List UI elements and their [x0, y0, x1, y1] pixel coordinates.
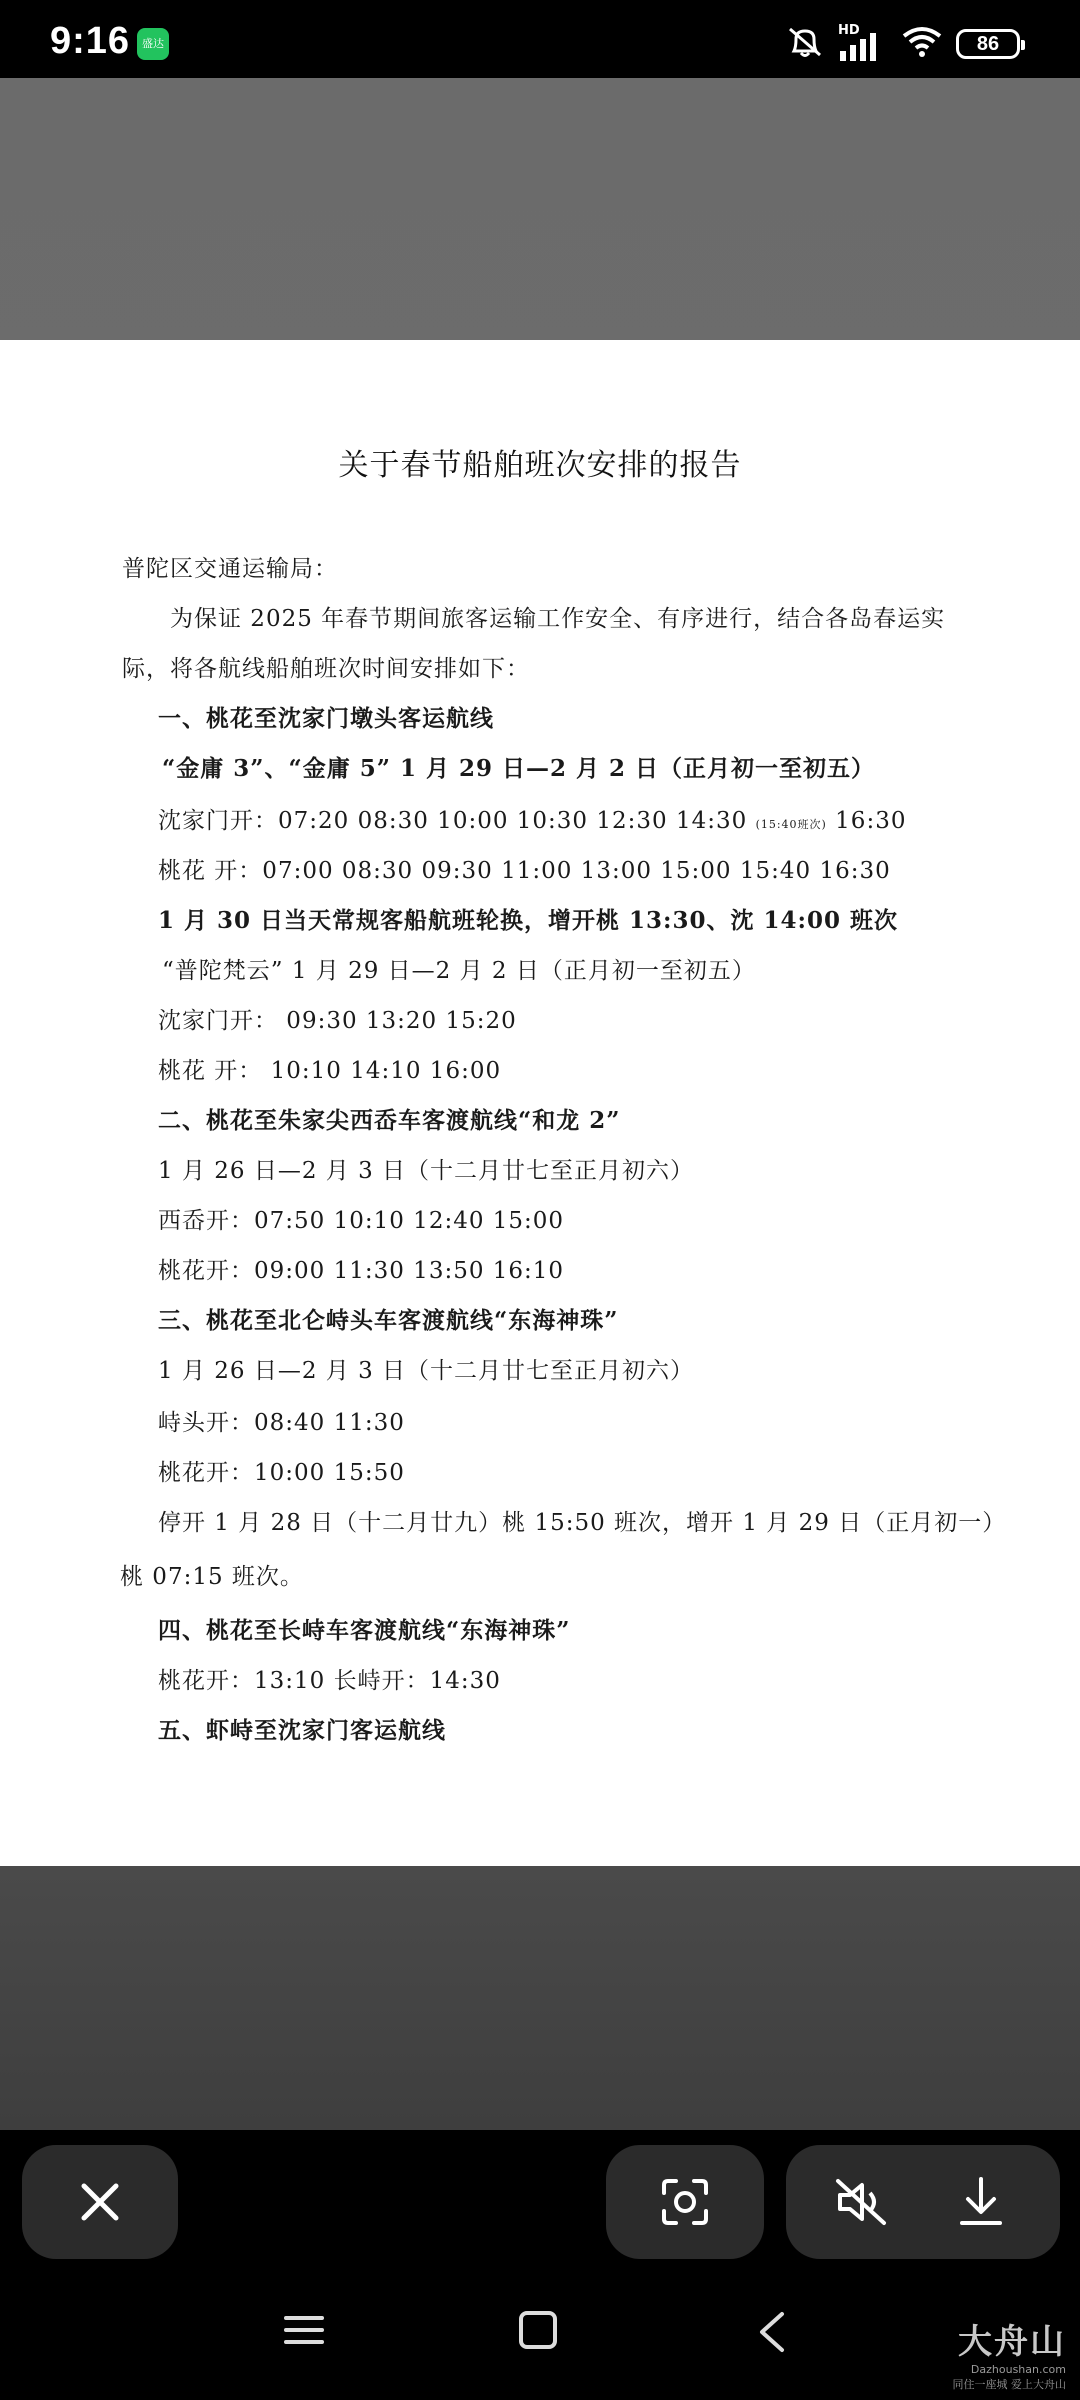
- schedule-times: 沈家门开：07:20 08:30 10:00 10:30 12:30 14:30: [158, 808, 748, 834]
- schedule-row: 桃花 开： 10:10 14:10 16:00: [158, 1058, 502, 1084]
- scan-button[interactable]: [606, 2145, 764, 2259]
- section-heading: 一、桃花至沈家门墩头客运航线: [158, 705, 494, 732]
- home-button[interactable]: [518, 2310, 558, 2354]
- section-heading: 三、桃花至北仑峙头车客渡航线“东海神珠”: [158, 1307, 619, 1334]
- image-viewer[interactable]: [0, 78, 1080, 2130]
- document-title: 关于春节船舶班次安排的报告: [338, 448, 742, 483]
- watermark-slogan: 同住一座城 爱上大舟山: [952, 2378, 1066, 2391]
- download-button[interactable]: [958, 2175, 1004, 2227]
- schedule-subheading: “普陀梵云” 1 月 29 日—2 月 2 日（正月初一至初五）: [162, 958, 756, 984]
- status-icons: [786, 23, 1020, 62]
- schedule-row: 桃花开：09:00 11:30 13:50 16:10: [158, 1258, 565, 1284]
- home-square-icon: [518, 2310, 558, 2350]
- schedule-note-bold: 1 月 30 日当天常规客船航班轮换，增开桃 13:30、沈 14:00 班次: [158, 907, 899, 934]
- section-heading: 四、桃花至长峙车客渡航线“东海神珠”: [158, 1617, 571, 1644]
- status-bar: [0, 0, 1080, 78]
- close-icon: [79, 2181, 121, 2223]
- section-heading: 五、虾峙至沈家门客运航线: [158, 1717, 446, 1744]
- download-icon: [958, 2175, 1004, 2227]
- schedule-row: 西岙开：07:50 10:10 12:40 15:00: [158, 1208, 565, 1234]
- schedule-dates: 1 月 26 日—2 月 3 日（十二月廿七至正月初六）: [158, 1158, 695, 1184]
- speaker-muted-icon: [834, 2177, 888, 2227]
- action-bar: [0, 2130, 1080, 2270]
- paragraph-line: 为保证 2025 年春节期间旅客运输工作安全、有序进行，结合各岛春运实: [170, 606, 946, 632]
- schedule-subheading: “金庸 3”、“金庸 5” 1 月 29 日—2 月 2 日（正月初一至初五）: [162, 755, 876, 782]
- watermark-site: Dazhoushan.com: [970, 2363, 1066, 2376]
- paragraph-line: 际，将各航线船舶班次时间安排如下：: [122, 656, 530, 682]
- schedule-row: 沈家门开： 09:30 13:20 15:20: [158, 1008, 517, 1034]
- schedule-row: 桃花开：13:10 长峙开：14:30: [158, 1668, 501, 1694]
- watermark-brand: 大舟山: [958, 2322, 1066, 2362]
- alarm-off-icon: [786, 25, 824, 63]
- addressee: 普陀区交通运输局：: [122, 556, 338, 582]
- scan-icon: [660, 2177, 710, 2227]
- schedule-dates: 1 月 26 日—2 月 3 日（十二月廿七至正月初六）: [158, 1358, 695, 1384]
- network-label: HD: [838, 23, 860, 38]
- system-nav-bar: [0, 2270, 1080, 2400]
- schedule-row: 峙头开：08:40 11:30: [158, 1410, 405, 1436]
- app-notification-icon: 盛达: [137, 28, 169, 60]
- schedule-time-extra: 16:30: [835, 808, 907, 834]
- wifi-icon: [902, 26, 942, 62]
- close-button[interactable]: [22, 2145, 178, 2259]
- battery-indicator: 86: [956, 29, 1020, 59]
- back-button[interactable]: [756, 2310, 788, 2358]
- section-heading: 二、桃花至朱家尖西岙车客渡航线“和龙 2”: [158, 1107, 621, 1134]
- paragraph-line: 停开 1 月 28 日（十二月廿九）桃 15:50 班次，增开 1 月 29 日（正月初一）: [158, 1510, 1007, 1536]
- schedule-row: [158, 802, 906, 835]
- document-image: [0, 340, 1080, 1866]
- schedule-row: 桃花 开：07:00 08:30 09:30 11:00 13:00 15:00 15:40 16:30: [158, 858, 891, 884]
- recent-apps-button[interactable]: [284, 2310, 324, 2354]
- media-controls: [786, 2145, 1060, 2259]
- watermark: [953, 2314, 1067, 2392]
- signal-icon: [838, 23, 888, 61]
- menu-icon: [284, 2310, 324, 2350]
- schedule-note: (15:40班次): [755, 818, 827, 831]
- back-chevron-icon: [756, 2310, 788, 2354]
- paragraph-line: 桃 07:15 班次。: [120, 1564, 304, 1590]
- mute-button[interactable]: [834, 2177, 888, 2227]
- schedule-row: 桃花开：10:00 15:50: [158, 1460, 405, 1486]
- clock: 9:16: [50, 20, 131, 62]
